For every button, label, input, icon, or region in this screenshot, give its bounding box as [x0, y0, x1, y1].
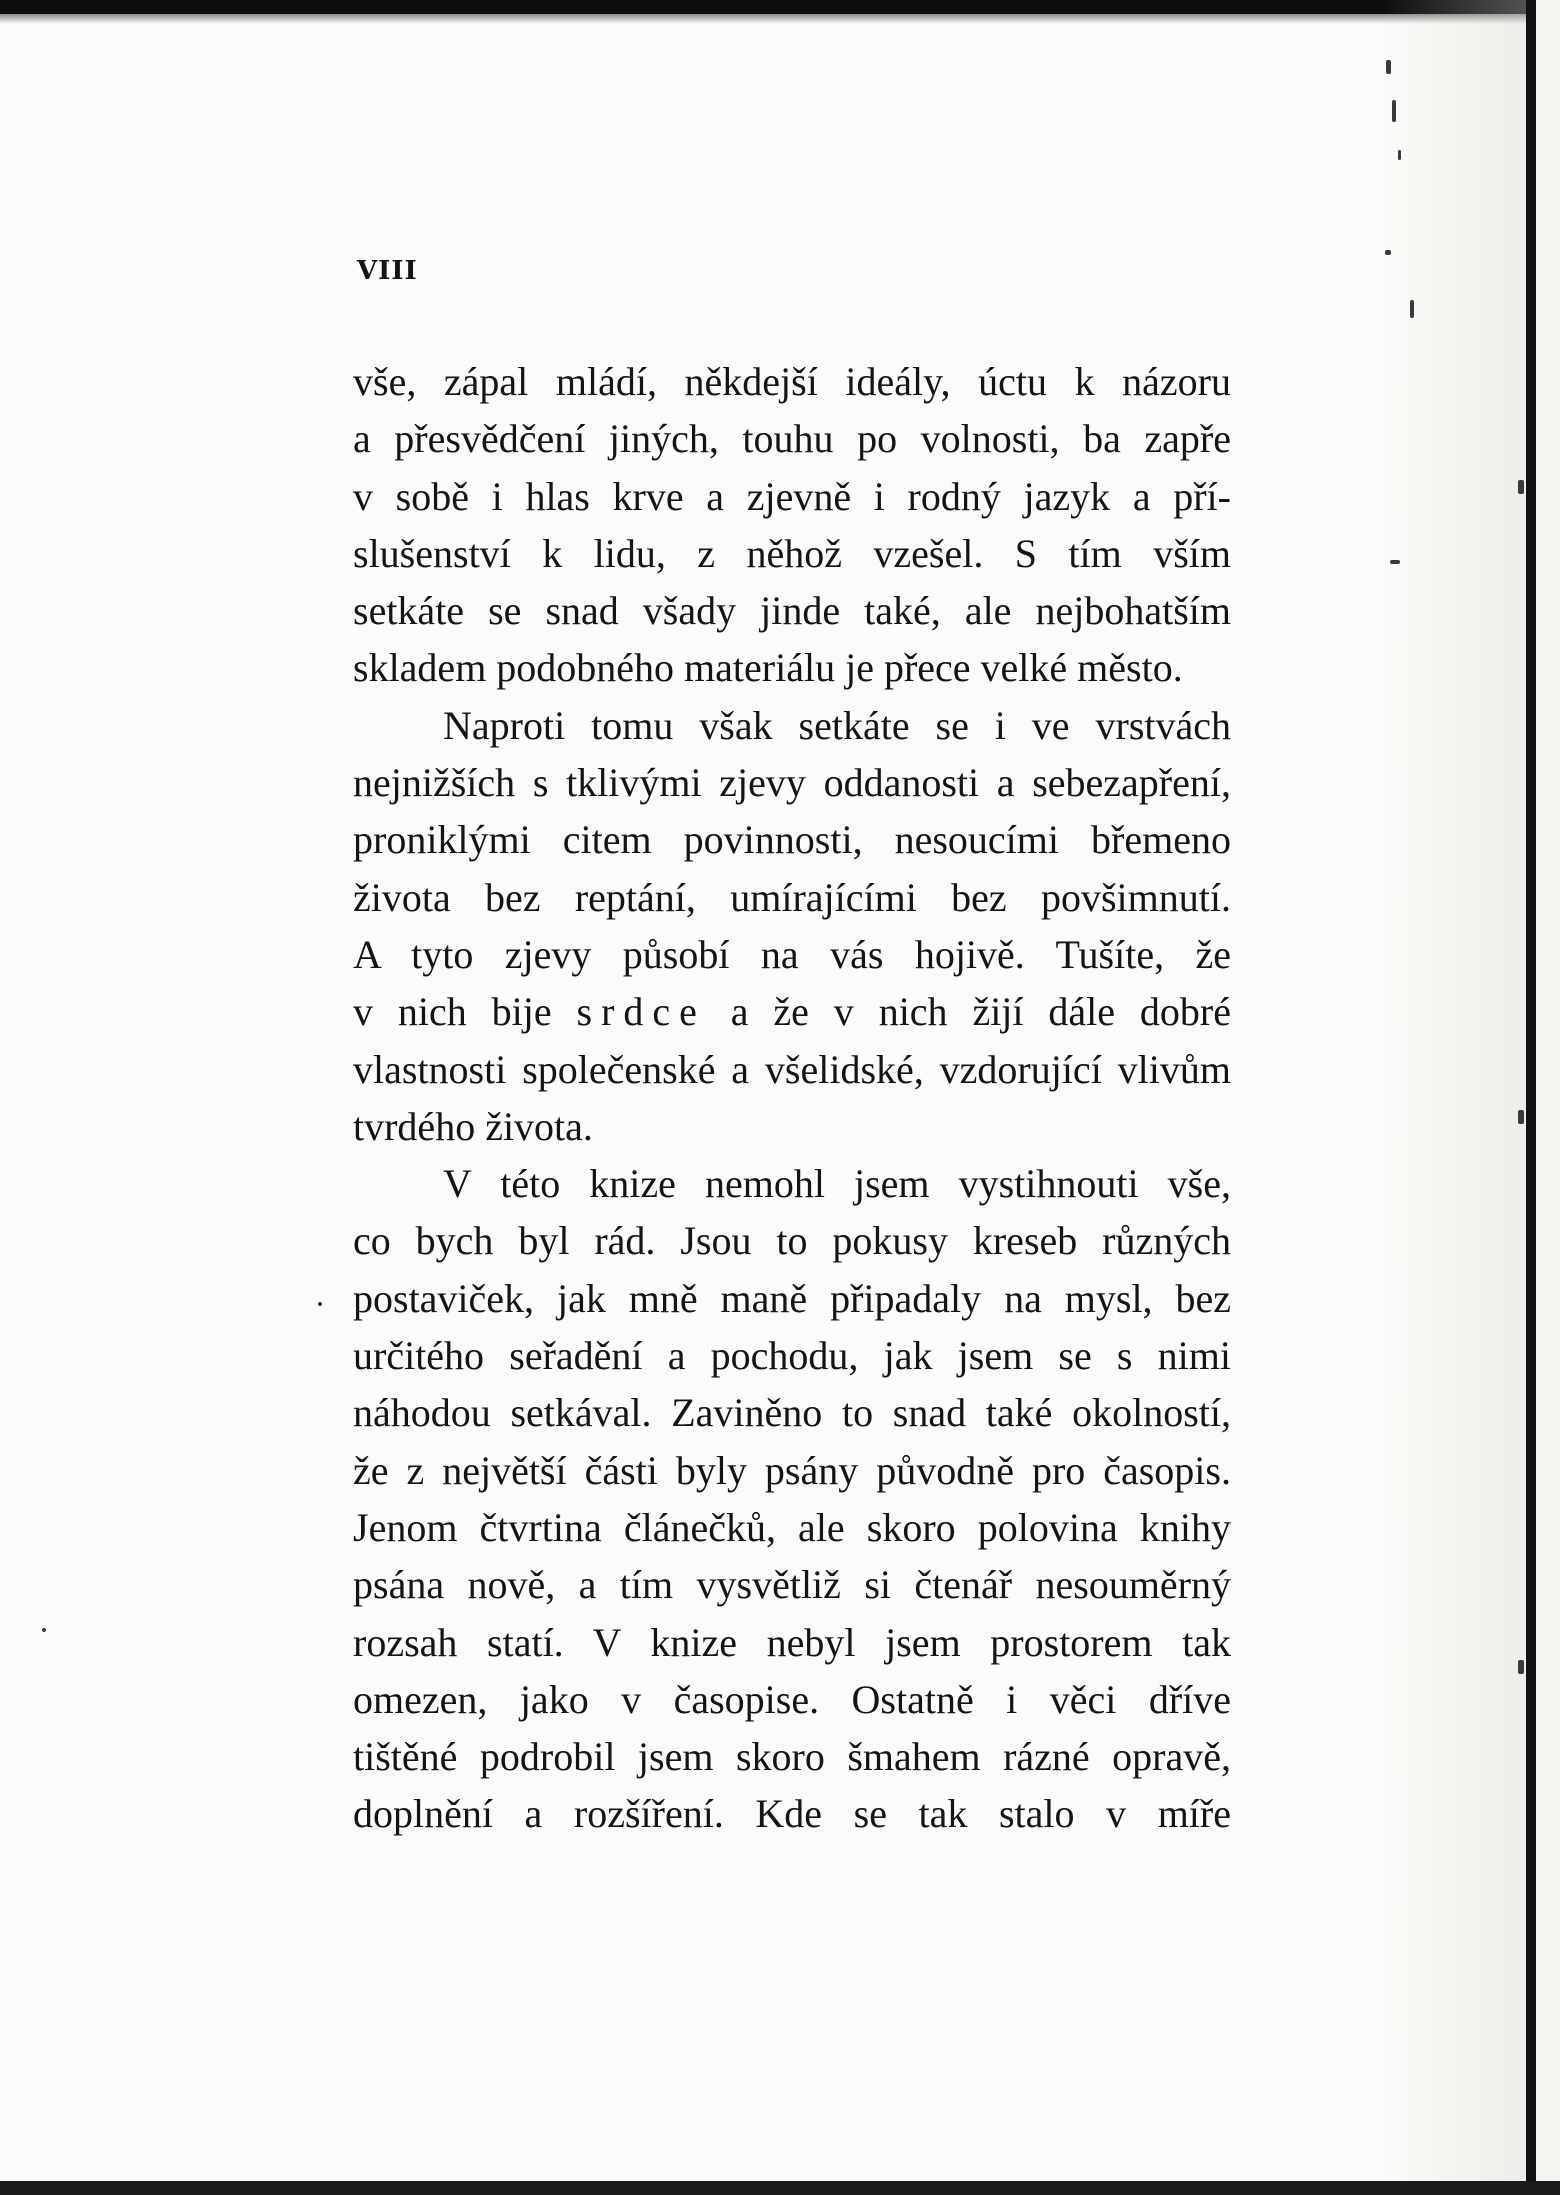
scan-speck [1392, 100, 1396, 122]
scan-speck [1386, 60, 1391, 74]
text-line: rozsah statí. V knize nebyl jsem prostorem tak [353, 1619, 1231, 1665]
scan-speck [1390, 560, 1400, 564]
text-line: postaviček, jak mně maně připadaly na mysl, bez [353, 1275, 1231, 1321]
text-line: nejnižších s tklivými zjevy oddanosti a sebezapření, [353, 760, 1231, 806]
emphasized-word: srdce [576, 989, 706, 1035]
text-line: Naproti tomu však setkáte se i ve vrstvách [443, 702, 1231, 748]
scan-speck [1518, 1660, 1524, 1674]
text-fragment: a že v nich žijí dále dobré [705, 989, 1231, 1035]
text-line: A tyto zjevy působí na vás hojivě. Tušíte, že [353, 931, 1231, 977]
text-line: určitého seřadění a pochodu, jak jsem se s nimi [353, 1333, 1231, 1379]
text-line: vše, zápal mládí, někdejší ideály, úctu k názoru [353, 359, 1231, 404]
text-line: tištěné podrobil jsem skoro šmahem rázné opravě, [353, 1734, 1231, 1780]
scan-speck [318, 1302, 322, 1306]
text-line: že z největší části byly psány původně pro časopis. [353, 1447, 1231, 1493]
text-line: slušenství k lidu, z něhož vzešel. S tím vším [353, 530, 1231, 576]
adjacent-page-strip [1536, 0, 1560, 2195]
scan-speck [1385, 250, 1391, 255]
text-line: omezen, jako v časopise. Ostatně i věci dříve [353, 1676, 1231, 1722]
text-line: co bych byl rád. Jsou to pokusy kreseb různých [353, 1218, 1231, 1264]
text-line: setkáte se snad všady jinde také, ale nejbohatším [353, 588, 1231, 634]
text-line: náhodou setkával. Zaviněno to snad také okolností, [353, 1390, 1231, 1436]
scan-speck [1410, 300, 1414, 318]
text-line: Jenom čtvrtina článečků, ale skoro polovina knihy [353, 1504, 1231, 1550]
scan-speck [1398, 150, 1401, 160]
text-line: vlastnosti společenské a všelidské, vzdorující vlivům [353, 1046, 1231, 1092]
scan-speck [42, 1628, 46, 1632]
text-line: tvrdého života. [353, 1103, 593, 1149]
page-gutter-shadow [1380, 0, 1526, 2195]
scan-speck [1518, 1110, 1524, 1124]
text-line [353, 983, 1231, 1040]
body-text [353, 353, 1231, 1843]
scan-bottom-edge [0, 2181, 1560, 2195]
scan-speck [1518, 480, 1524, 494]
text-line: skladem podobného materiálu je přece velké město. [353, 645, 1183, 691]
text-line: a přesvědčení jiných, touhu po volnosti, ba zapře [353, 416, 1231, 462]
text-line: života bez reptání, umírajícími bez povšimnutí. [353, 874, 1231, 920]
text-line: v sobě i hlas krve a zjevně i rodný jazyk a pří- [353, 473, 1231, 519]
scan-top-shade [0, 14, 1560, 24]
page-number: VIII [357, 256, 418, 286]
text-fragment: v nich bije [353, 989, 577, 1035]
scan-right-edge [1526, 0, 1536, 2195]
text-line: proniklými citem povinnosti, nesoucími břemeno [353, 817, 1231, 863]
scan-top-edge [0, 0, 1560, 14]
text-line: psána nově, a tím vysvětliž si čtenář nesouměrný [353, 1562, 1231, 1608]
text-line: V této knize nemohl jsem vystihnouti vše, [443, 1161, 1231, 1207]
text-line: doplnění a rozšíření. Kde se tak stalo v míře [353, 1791, 1231, 1837]
